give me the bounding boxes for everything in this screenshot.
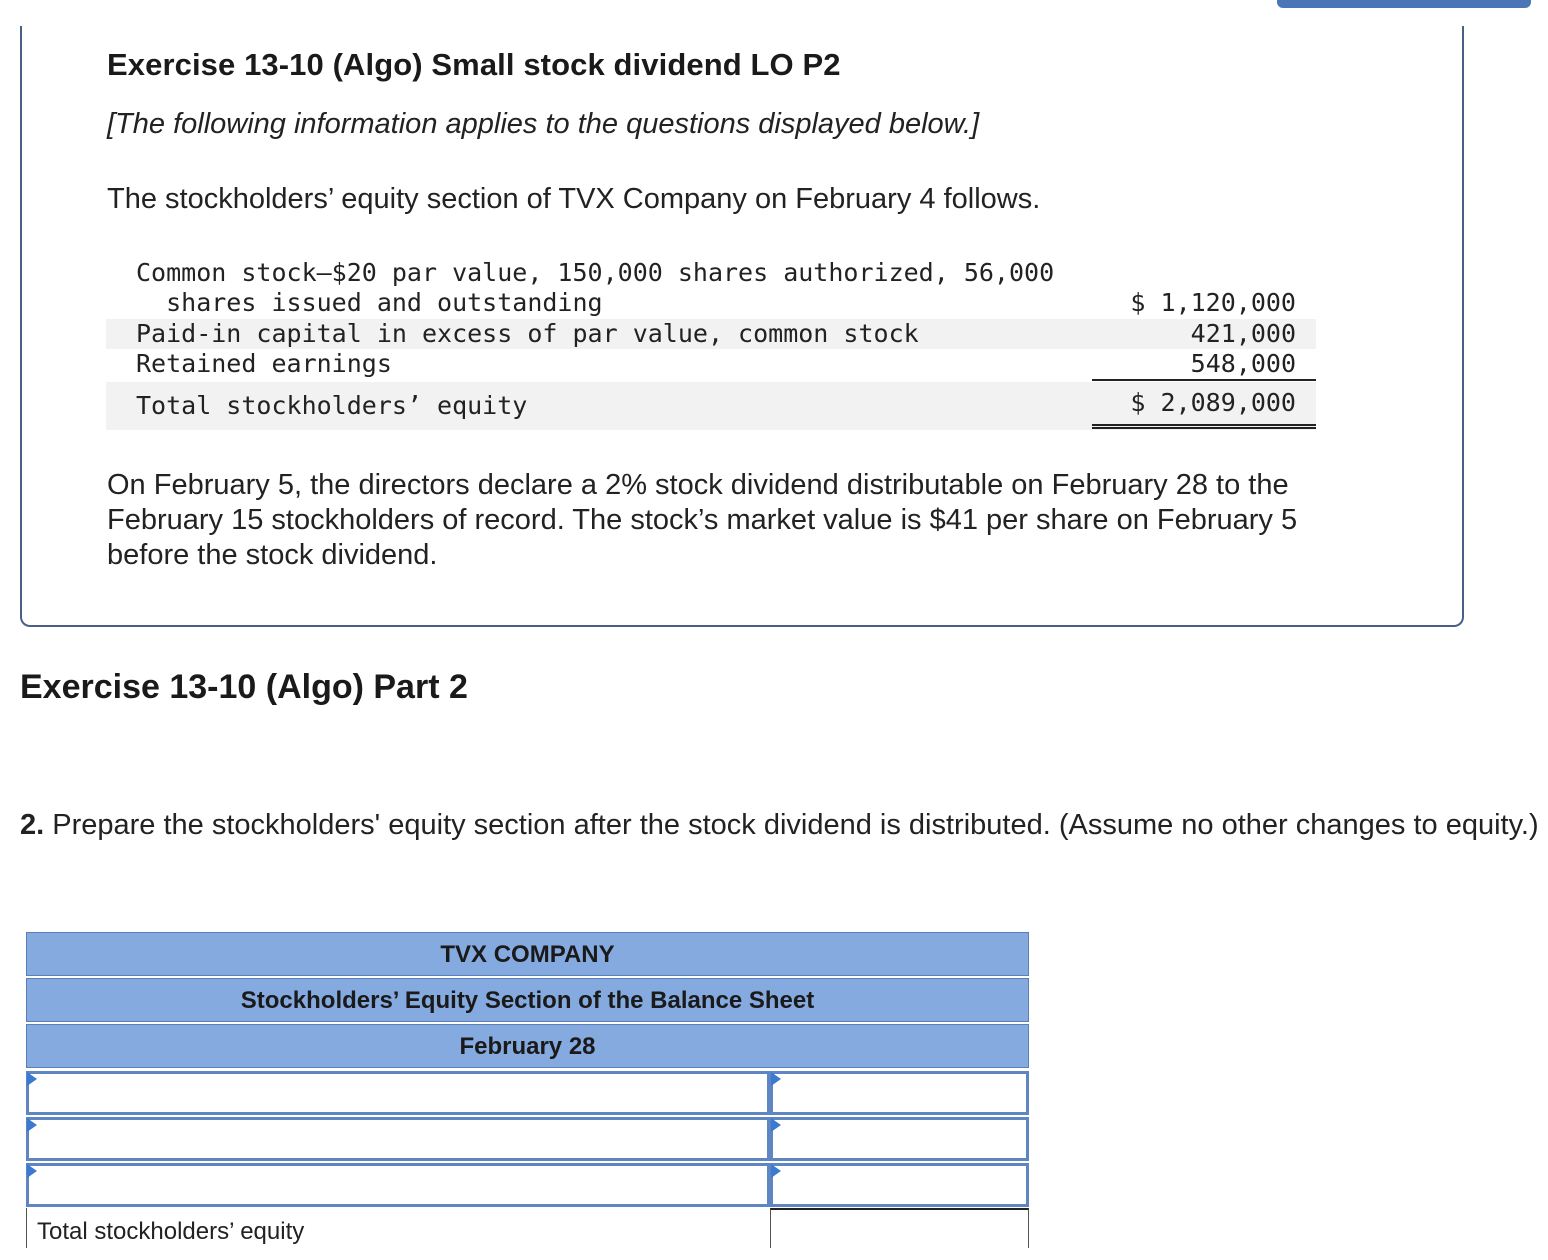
common-stock-amount: $ 1,120,000 xyxy=(1130,288,1296,317)
total-row xyxy=(26,1208,1029,1248)
total-value-cell xyxy=(770,1208,1029,1248)
total-label: Total stockholders’ equity xyxy=(26,1208,770,1248)
amount-input-2[interactable] xyxy=(773,1120,1026,1158)
account-cell-3[interactable] xyxy=(26,1163,770,1207)
amount-input-1[interactable] xyxy=(773,1074,1026,1112)
question-text: Prepare the stockholders' equity section after the stock dividend is distributed. (Assume no other changes to equity.) xyxy=(44,809,1539,841)
dropdown-indicator-icon xyxy=(771,1072,781,1086)
amount-cell-2[interactable] xyxy=(770,1117,1029,1161)
exercise-intro: The stockholders’ equity section of TVX Company on February 4 follows. xyxy=(107,183,1041,215)
question xyxy=(20,808,1540,843)
dropdown-indicator-icon xyxy=(27,1118,37,1132)
retained-earnings-row xyxy=(106,349,1316,379)
total-equity-amount: $ 2,089,000 xyxy=(1130,388,1296,417)
amount-cell-1[interactable] xyxy=(770,1071,1029,1115)
dropdown-indicator-icon xyxy=(771,1118,781,1132)
retained-earnings-amount: 548,000 xyxy=(1190,349,1296,378)
common-stock-row-1 xyxy=(106,258,1316,288)
dropdown-indicator-icon xyxy=(27,1072,37,1086)
dropdown-indicator-icon xyxy=(27,1164,37,1178)
common-stock-label-line2: shares issued and outstanding xyxy=(136,288,603,317)
table-statement-header: Stockholders’ Equity Section of the Balance Sheet xyxy=(26,978,1029,1022)
paid-in-capital-row xyxy=(106,319,1316,349)
total-equity-label: Total stockholders’ equity xyxy=(136,391,528,420)
account-input-1[interactable] xyxy=(29,1074,767,1112)
subtotal-rule xyxy=(1092,379,1316,381)
amount-input-3[interactable] xyxy=(773,1166,1026,1204)
table-company-header: TVX COMPANY xyxy=(26,932,1029,976)
common-stock-label-line1: Common stock—$20 par value, 150,000 shares authorized, 56,000 xyxy=(136,258,1055,287)
question-number: 2. xyxy=(20,809,45,841)
account-input-3[interactable] xyxy=(29,1166,767,1204)
paid-in-capital-label: Paid-in capital in excess of par value, common stock xyxy=(136,319,919,348)
part-title: Exercise 13-10 (Algo) Part 2 xyxy=(20,668,468,706)
amount-cell-3[interactable] xyxy=(770,1163,1029,1207)
dividend-declaration: On February 5, the directors declare a 2% stock dividend distributable on February 28 to the February 15 stockholders of record. The stock’s market value is $41 per share on February 5 before the stock dividend. xyxy=(107,469,1298,571)
total-equity-row xyxy=(106,382,1316,430)
table-date-header: February 28 xyxy=(26,1024,1029,1068)
account-input-2[interactable] xyxy=(29,1120,767,1158)
dropdown-indicator-icon xyxy=(771,1164,781,1178)
account-cell-2[interactable] xyxy=(26,1117,770,1161)
exercise-title: Exercise 13-10 (Algo) Small stock dividend LO P2 xyxy=(107,47,841,82)
top-tab-bar xyxy=(1277,0,1531,8)
exercise-note: [The following information applies to the questions displayed below.] xyxy=(107,108,980,140)
total-double-rule xyxy=(1092,424,1316,429)
common-stock-row-2 xyxy=(106,288,1316,318)
paid-in-capital-amount: 421,000 xyxy=(1190,319,1296,348)
account-cell-1[interactable] xyxy=(26,1071,770,1115)
retained-earnings-label: Retained earnings xyxy=(136,349,392,378)
